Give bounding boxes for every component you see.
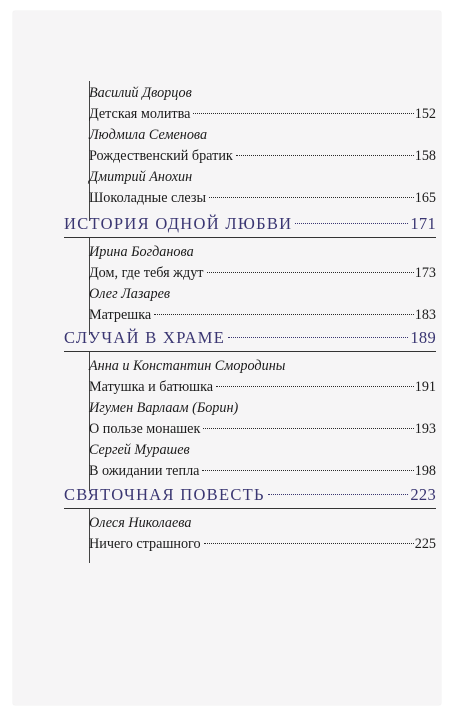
toc-entry[interactable] [89,378,436,396]
leader-dots [203,428,413,429]
leader-dots [216,386,414,387]
toc-entry[interactable] [89,462,436,480]
section-heading[interactable] [64,485,436,505]
section-underline [64,351,436,352]
toc-entry-page: 165 [414,190,436,206]
toc-author: Сергей Мурашев [89,442,190,458]
section-page: 171 [410,214,436,233]
toc-author: Людмила Семенова [89,127,208,143]
leader-dots [154,314,414,315]
leader-dots [209,197,414,198]
toc-author: Олег Лазарев [89,286,171,302]
toc-author: Ирина Богданова [89,244,194,260]
section-underline [64,508,436,509]
toc-entry-title: Рождественский братик [89,148,233,164]
toc-entry-page: 152 [414,106,436,122]
book-page [13,11,441,705]
toc-author: Олеся Николаева [89,515,192,531]
toc-entry[interactable] [89,420,436,438]
toc-author: Игумен Варлаам (Борин) [89,400,239,416]
toc-entry-page: 173 [414,265,436,281]
leader-dots [236,155,414,156]
leader-dots [228,337,408,338]
toc-author: Анна и Константин Смородины [89,358,286,374]
toc-entry-title: О пользе монашек [89,421,201,437]
toc-entry[interactable] [89,189,436,207]
section-title: СВЯТОЧНАЯ ПОВЕСТЬ [64,485,265,504]
toc-entry-page: 158 [414,148,436,164]
leader-dots [202,470,413,471]
leader-dots [268,494,409,495]
toc-entry-title: Шоколадные слезы [89,190,207,206]
toc-entry-title: Матрешка [89,307,152,323]
section-heading[interactable] [64,214,436,234]
toc-entry-page: 198 [414,463,436,479]
toc-entry-page: 183 [414,307,436,323]
toc-author: Василий Дворцов [89,85,192,101]
toc-entry[interactable] [89,306,436,324]
toc-entry[interactable] [89,147,436,165]
toc-entry[interactable] [89,264,436,282]
section-title: СЛУЧАЙ В ХРАМЕ [64,328,226,347]
section-page: 189 [410,328,436,347]
toc-entry-title: Ничего страшного [89,536,201,552]
section-heading[interactable] [64,328,436,348]
toc-entry-title: В ожидании тепла [89,463,200,479]
leader-dots [204,543,414,544]
toc-entry-title: Детская молитва [89,106,191,122]
toc-entry-page: 193 [414,421,436,437]
leader-dots [193,113,413,114]
leader-dots [207,272,414,273]
toc-author: Дмитрий Анохин [89,169,193,185]
toc-entry-page: 225 [414,536,436,552]
section-title: ИСТОРИЯ ОДНОЙ ЛЮБВИ [64,214,293,233]
toc-entry-title: Матушка и батюшка [89,379,214,395]
leader-dots [295,223,408,224]
section-underline [64,237,436,238]
section-page: 223 [410,485,436,504]
toc-entry-page: 191 [414,379,436,395]
toc-entry[interactable] [89,535,436,553]
toc-entry-title: Дом, где тебя ждут [89,265,204,281]
toc-entry[interactable] [89,105,436,123]
